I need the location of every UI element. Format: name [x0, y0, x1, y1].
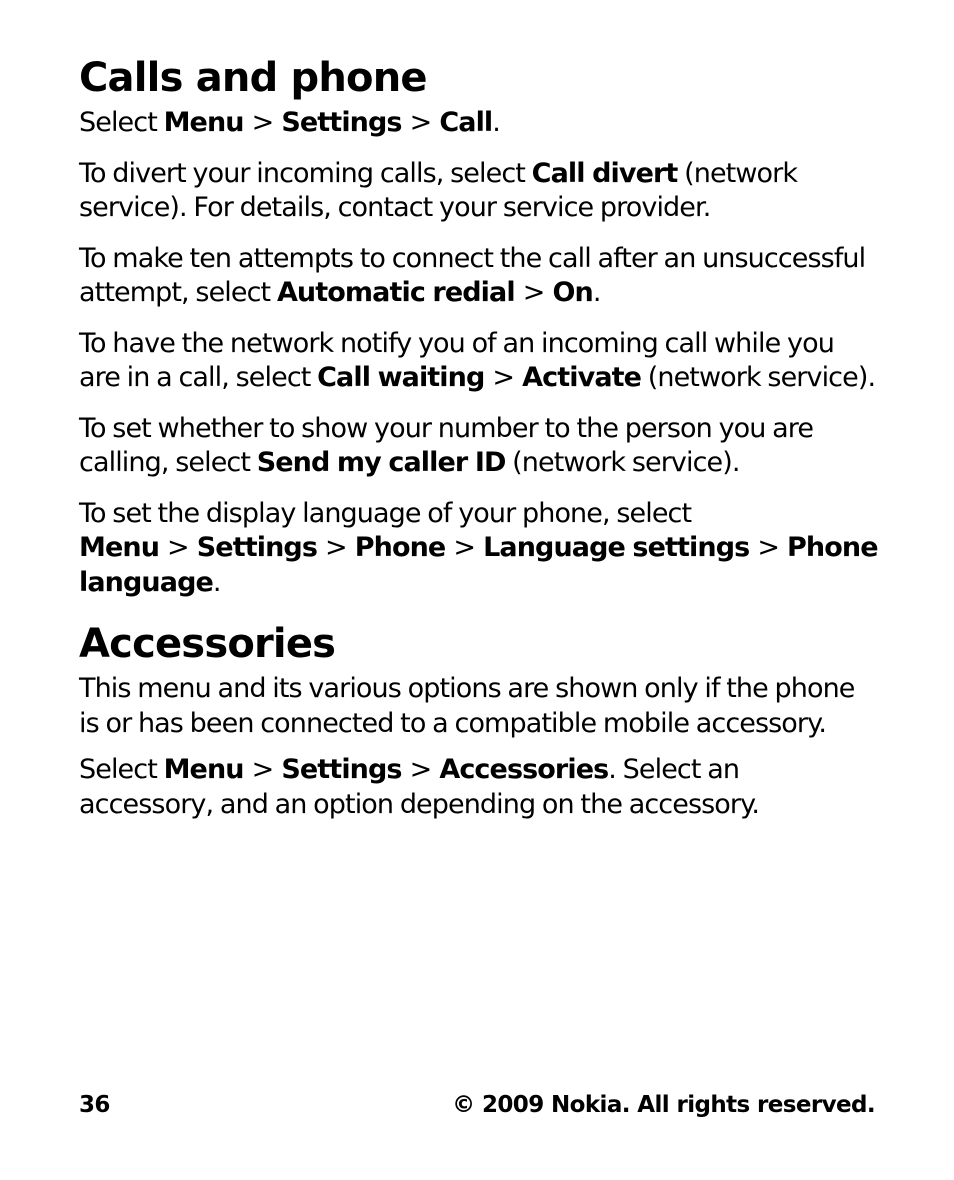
paragraph-accessories-menu-path: Select Menu > Settings > Accessories. Select an accessory, and an option depending on the accessory. — [79, 754, 760, 820]
page-number: 36 — [79, 1092, 110, 1118]
call-divert-label: Call divert — [531, 157, 678, 189]
section-title-calls-and-phone: Calls and phone — [79, 55, 427, 101]
phone-language-label: Phone language — [79, 532, 878, 598]
paragraph-accessories-intro: This menu and its various options are shown only if the phone is or has been connected to a compatible mobile accessory. — [79, 673, 855, 739]
separator: > — [757, 532, 780, 563]
send-my-caller-id-label: Send my caller ID — [256, 447, 506, 478]
paragraph-call-waiting: To have the network notify you of an incoming call while you are in a call, select Call waiting > Activate (network service). — [79, 327, 876, 393]
separator: > — [522, 277, 545, 308]
accessories-label: Accessories — [439, 754, 609, 785]
paragraph-automatic-redial: To make ten attempts to connect the call after an unsuccessful attempt, select Automatic redial > On. — [79, 242, 866, 308]
call-label: Call — [439, 107, 493, 138]
settings-label: Settings — [196, 532, 318, 563]
paragraph-call-menu-path: Select Menu > Settings > Call. — [79, 107, 500, 138]
paragraph-display-language: To set the display language of your phone, select Menu > Settings > Phone > Language settings > Phone language. — [79, 497, 878, 598]
separator: > — [251, 754, 274, 785]
activate-label: Activate — [522, 362, 642, 393]
on-label: On — [552, 277, 593, 308]
separator: > — [325, 532, 347, 563]
language-settings-label: Language settings — [483, 532, 750, 563]
separator: > — [167, 532, 189, 563]
copyright-notice: © 2009 Nokia. All rights reserved. — [452, 1092, 875, 1118]
separator: > — [251, 107, 274, 138]
separator: > — [492, 362, 515, 393]
paragraph-call-divert: To divert your incoming calls, select Call divert (network service). For details, contact your service provider. — [79, 157, 798, 223]
menu-label: Menu — [163, 107, 244, 138]
settings-label: Settings — [281, 107, 402, 138]
separator: > — [453, 532, 476, 563]
menu-label: Menu — [79, 532, 160, 563]
section-title-accessories: Accessories — [79, 621, 336, 667]
automatic-redial-label: Automatic redial — [276, 277, 515, 308]
page-content — [79, 50, 879, 838]
phone-label: Phone — [354, 532, 446, 563]
separator: > — [409, 107, 432, 138]
call-waiting-label: Call waiting — [317, 362, 485, 393]
separator: > — [409, 754, 432, 785]
paragraph-caller-id: To set whether to show your number to the person you are calling, select Send my caller ID (network service). — [79, 412, 814, 478]
menu-label: Menu — [163, 754, 244, 785]
settings-label: Settings — [281, 754, 402, 785]
